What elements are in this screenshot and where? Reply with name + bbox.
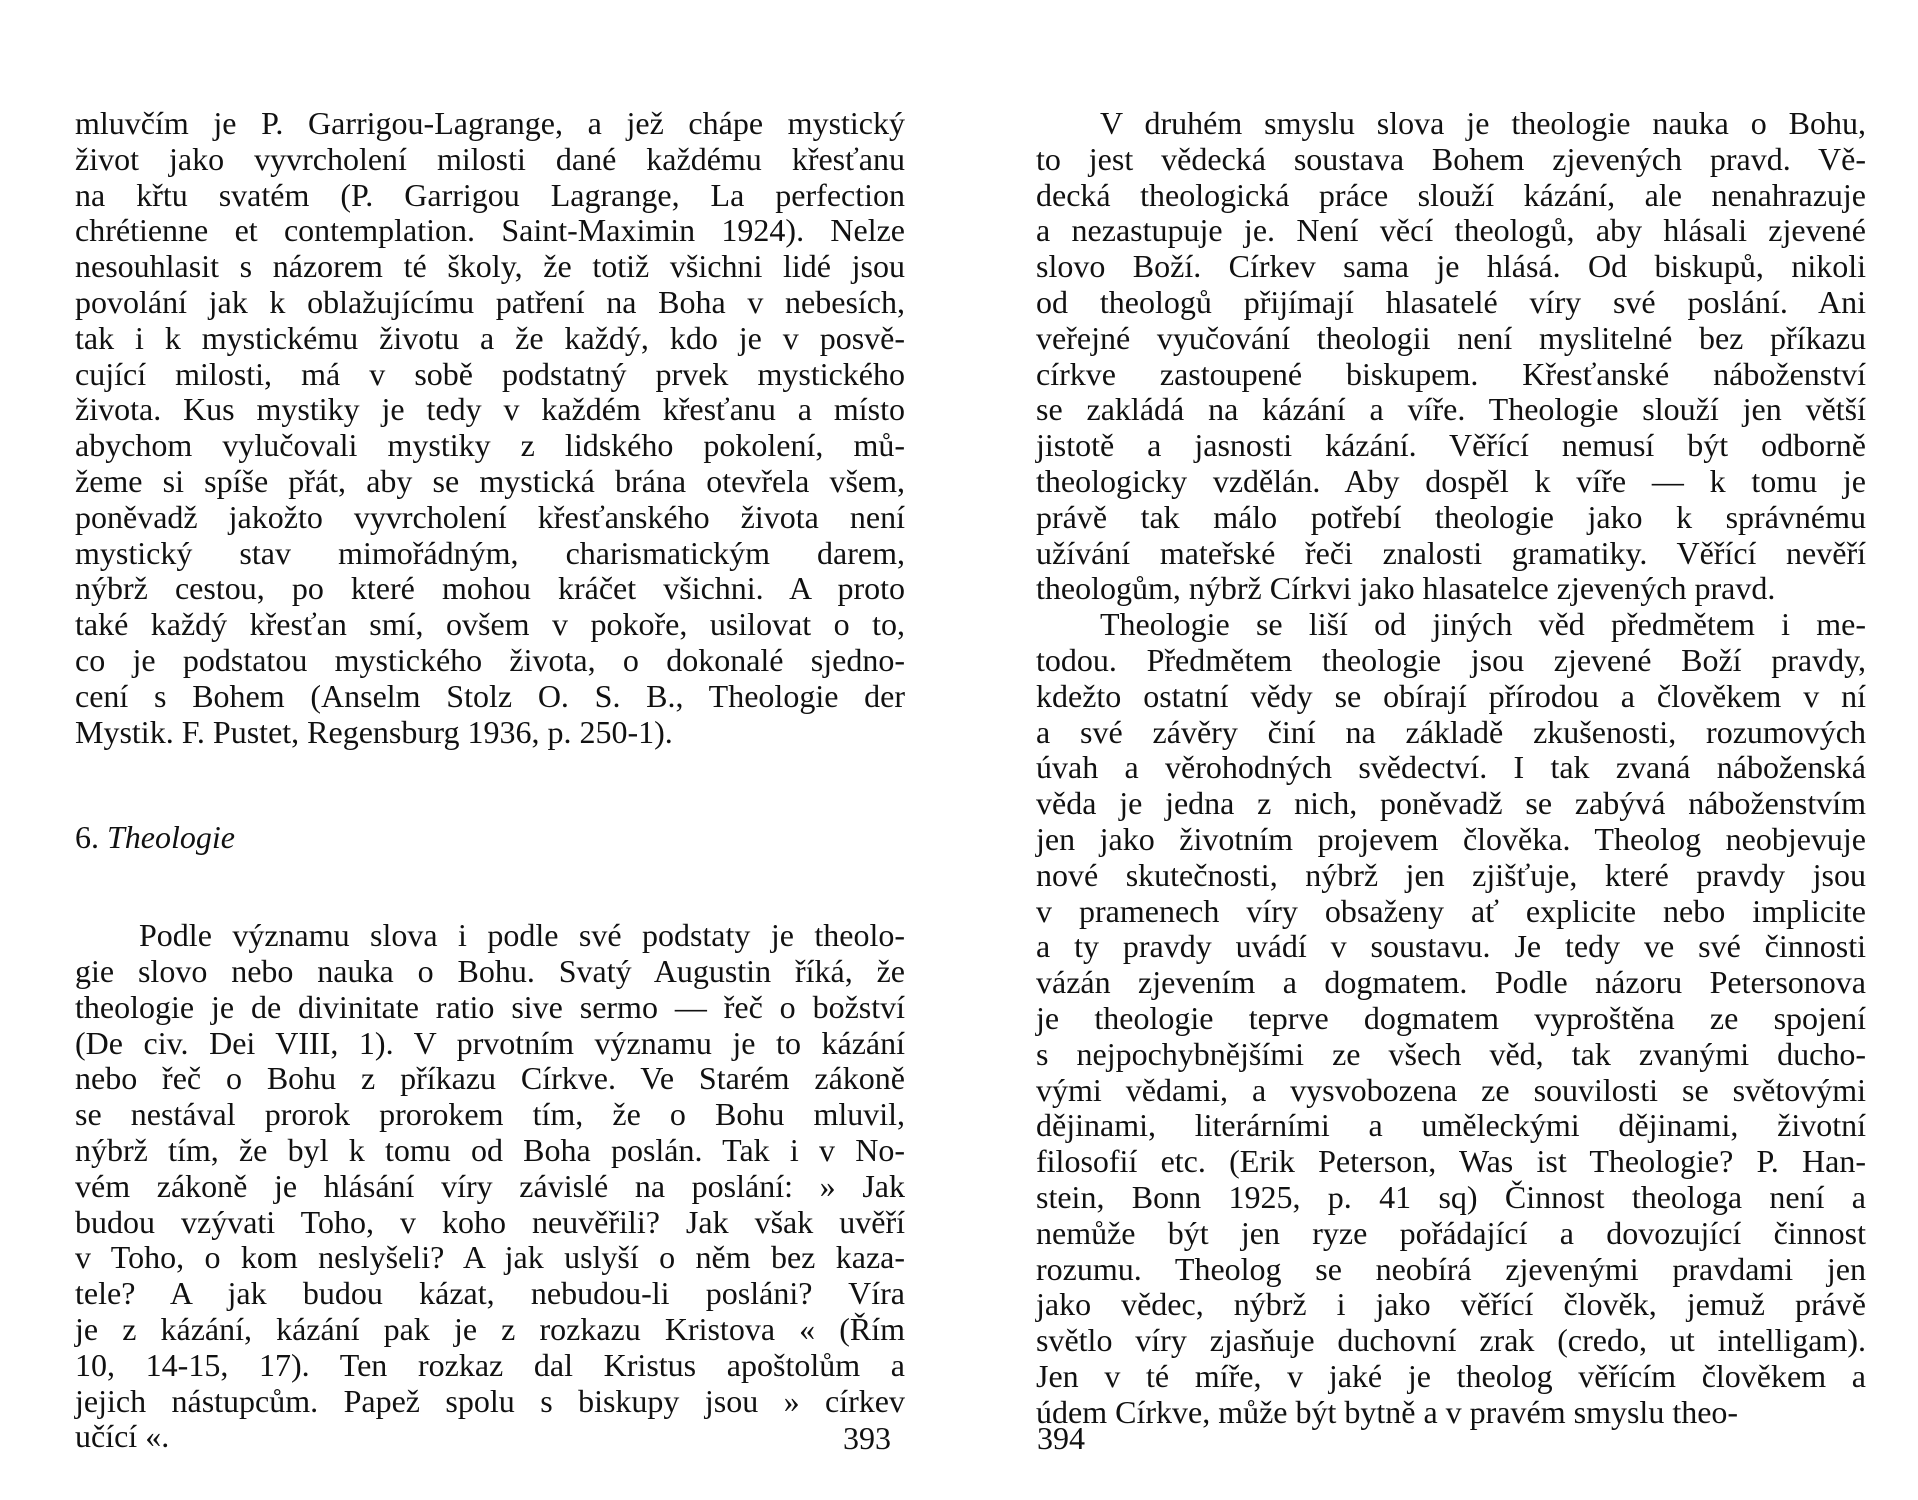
text-line: vém zákoně je hlásání víry závislé na poslání: » Jak	[75, 1167, 905, 1204]
text-line: vými vědami, a vysvobozena ze souvilosti se světovými	[1036, 1071, 1866, 1108]
text-line: nýbrž tím, že byl k tomu od Boha poslán. Tak i v No-	[75, 1131, 905, 1168]
text-line: mluvčím je P. Garrigou-Lagrange, a jež chápe mystický	[75, 105, 905, 141]
text-line: údem Církve, může být bytně a v pravém smyslu theo-	[1036, 1393, 1739, 1430]
text-line: gie slovo nebo nauka o Bohu. Svatý Augustin říká, že	[75, 952, 905, 989]
text-line: Podle významu slova i podle své podstaty je theolo-	[139, 917, 905, 954]
text-line: a ty pravdy uvádí v soustavu. Je tedy ve své činnosti	[1036, 928, 1866, 965]
text-line: na křtu svatém (P. Garrigou Lagrange, La perfection	[75, 176, 905, 213]
left-paragraph-1	[75, 106, 905, 750]
text-line: slovo Boží. Církev sama je hlásá. Od biskupů, nikoli	[1036, 248, 1866, 285]
right-paragraph-2	[1036, 607, 1866, 1430]
text-line: poněvadž jakožto vyvrcholení křesťanského života není	[75, 498, 905, 535]
text-line: Theologie se liší od jiných věd předmětem i me-	[1100, 606, 1866, 643]
text-line: nebo řeč o Bohu z příkazu Církve. Ve Starém zákoně	[75, 1060, 905, 1097]
section-number: 6.	[75, 819, 99, 856]
text-line: nové skutečnosti, nýbrž jen zjišťuje, které pravdy jsou	[1036, 856, 1866, 893]
text-line: (De civ. Dei VIII, 1). V prvotním významu je to kázání	[75, 1024, 905, 1061]
text-line: úvah a věrohodných svědectví. I tak zvaná náboženská	[1036, 749, 1866, 786]
text-line: život jako vyvrcholení milosti dané každému křesťanu	[75, 140, 905, 177]
section-title: Theologie	[107, 819, 235, 856]
text-line: právě tak málo potřebí theologie jako k správnému	[1036, 498, 1866, 535]
section-heading	[75, 820, 905, 856]
text-line: theologie je de divinitate ratio sive sermo — řeč o božství	[75, 988, 905, 1025]
text-line: theologům, nýbrž Církvi jako hlasatelce zjevených pravd.	[1036, 570, 1776, 607]
text-line: chrétienne et contemplation. Saint-Maximin 1924). Nelze	[75, 212, 905, 249]
text-line: v pramenech víry obsaženy ať explicite nebo implicite	[1036, 892, 1866, 929]
text-line: 10, 14-15, 17). Ten rozkaz dal Kristus apoštolům a	[75, 1346, 905, 1383]
text-line: stein, Bonn 1925, p. 41 sq) Činnost theologa není a	[1036, 1178, 1866, 1215]
text-line: vázán zjevením a dogmatem. Podle názoru Petersonova	[1036, 964, 1866, 1001]
text-line: dějinami, literárními a uměleckými dějinami, životní	[1036, 1107, 1866, 1144]
text-line: filosofií etc. (Erik Peterson, Was ist Theologie? P. Han-	[1036, 1143, 1866, 1180]
text-line: kdežto ostatní vědy se obírají přírodou a člověkem v ní	[1036, 677, 1866, 714]
text-line: theologicky vzdělán. Aby dospěl k víře — k tomu je	[1036, 462, 1866, 499]
text-line: žeme si spíše přát, aby se mystická brána otevřela všem,	[75, 462, 905, 499]
text-line: Mystik. F. Pustet, Regensburg 1936, p. 250-1).	[75, 713, 673, 750]
text-line: světlo víry zjasňuje duchovní zrak (credo, ut intelligam).	[1036, 1322, 1866, 1359]
text-line: užívání mateřské řeči znalosti gramatiky. Věřící nevěří	[1036, 534, 1866, 571]
text-line: života. Kus mystiky je tedy v každém křesťanu a místo	[75, 391, 905, 428]
text-line: mystický stav mimořádným, charismatickým darem,	[75, 534, 905, 571]
text-line: co je podstatou mystického života, o dokonalé sjedno-	[75, 641, 905, 678]
page-number-right: 394	[1037, 1420, 1085, 1456]
text-line: jistotě a jasnosti kázání. Věřící nemusí být odborně	[1036, 427, 1866, 464]
text-line: jen jako životním projevem člověka. Theolog neobjevuje	[1036, 820, 1866, 857]
text-line: je theologie teprve dogmatem vyproštěna ze spojení	[1036, 999, 1866, 1036]
text-line: abychom vylučovali mystiky z lidského pokolení, mů-	[75, 427, 905, 464]
page-number-left: 393	[843, 1420, 891, 1456]
left-paragraph-2	[75, 918, 905, 1455]
text-line: od theologů přijímají hlasatelé víry své poslání. Ani	[1036, 283, 1866, 320]
text-line: to jest vědecká soustava Bohem zjevených pravd. Vě-	[1036, 140, 1866, 177]
text-line: budou vzývati Toho, v koho neuvěřili? Jak však uvěří	[75, 1203, 905, 1240]
text-line: se nestával prorok prorokem tím, že o Bohu mluvil,	[75, 1096, 905, 1133]
right-paragraph-1	[1036, 106, 1866, 607]
text-line: v Toho, o kom neslyšeli? A jak uslyší o něm bez kaza-	[75, 1239, 905, 1276]
text-line: věda je jedna z nich, poněvadž se zabývá náboženstvím	[1036, 785, 1866, 822]
text-line: církve zastoupené biskupem. Křesťanské náboženství	[1036, 355, 1866, 392]
text-line: tele? A jak budou kázat, nebudou-li posláni? Víra	[75, 1275, 905, 1312]
text-line: s nejpochybnějšími ze všech věd, tak zvanými ducho-	[1036, 1035, 1866, 1072]
text-line: povolání jak k oblažujícímu patření na Boha v nebesích,	[75, 283, 905, 320]
text-line: todou. Předmětem theologie jsou zjevené Boží pravdy,	[1036, 641, 1866, 678]
text-line: a nezastupuje je. Není věcí theologů, aby hlásali zjevené	[1036, 212, 1866, 249]
text-line: také každý křesťan smí, ovšem v pokoře, usilovat o to,	[75, 606, 905, 643]
text-line: tak i k mystickému životu a že každý, kdo je v posvě-	[75, 319, 905, 356]
text-line: se zakládá na kázání a víře. Theologie slouží jen větší	[1036, 391, 1866, 428]
text-line: Jen v té míře, v jaké je theolog věřícím člověkem a	[1036, 1357, 1866, 1394]
text-line: veřejné vyučování theologii není myslitelné bez příkazu	[1036, 319, 1866, 356]
text-line: cení s Bohem (Anselm Stolz O. S. B., Theologie der	[75, 677, 905, 714]
text-line: a své závěry činí na základě zkušenosti, rozumových	[1036, 713, 1866, 750]
text-line: nýbrž cestou, po které mohou kráčet všichni. A proto	[75, 570, 905, 607]
text-line: nemůže být jen ryze pořádající a dovozující činnost	[1036, 1214, 1866, 1251]
text-line: jejich nástupcům. Papež spolu s biskupy jsou » církev	[75, 1382, 905, 1419]
right-page	[1036, 106, 1866, 1430]
text-line: decká theologická práce slouží kázání, ale nenahrazuje	[1036, 176, 1866, 213]
text-line: V druhém smyslu slova je theologie nauka o Bohu,	[1100, 105, 1866, 141]
left-page	[75, 106, 905, 1455]
text-line: cující milosti, má v sobě podstatný prvek mystického	[75, 355, 905, 392]
text-line: je z kázání, kázání pak je z rozkazu Kristova « (Řím	[75, 1310, 905, 1347]
text-line: jako vědec, nýbrž i jako věřící člověk, jemuž právě	[1036, 1286, 1866, 1323]
text-line: učící «.	[75, 1418, 170, 1455]
text-line: nesouhlasit s názorem té školy, že totiž všichni lidé jsou	[75, 248, 905, 285]
text-line: rozumu. Theolog se neobírá zjevenými pravdami jen	[1036, 1250, 1866, 1287]
